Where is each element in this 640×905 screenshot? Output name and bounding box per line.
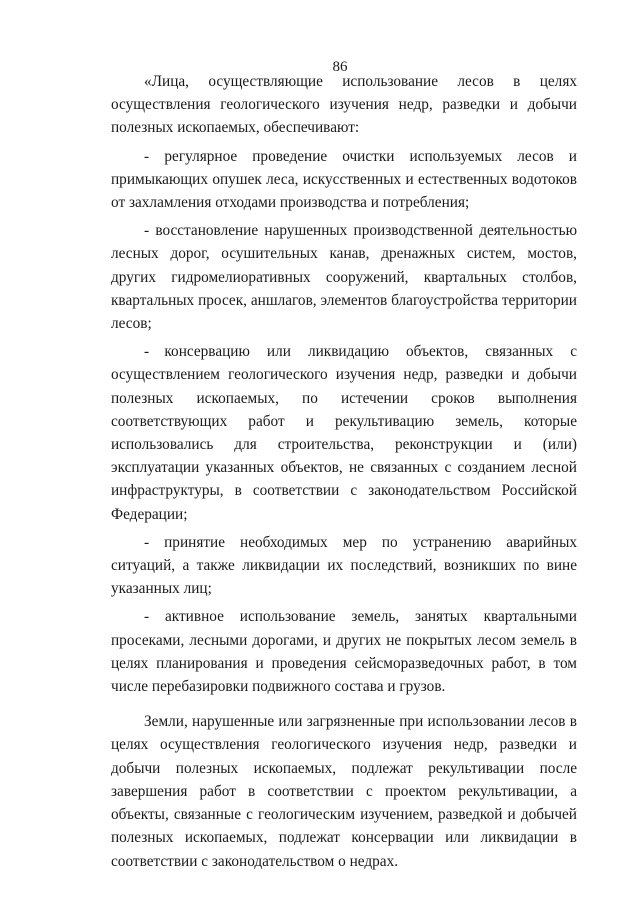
intro-paragraph: «Лица, осуществляющие использование лесов в целях осуществления геологического изучения недр, разведки и добычи полезных ископаемых, обеспечивают: bbox=[111, 73, 577, 137]
page-number: 86 bbox=[332, 59, 348, 75]
list-item-restoration: - восстановление нарушенных производственной деятельностью лесных дорог, осушительных канав, дренажных систем, мостов, других гидромелиоративных сооружений, квартальных столбов, квартальных просек, аншлагов, элементов благоустройства территории лесов; bbox=[111, 222, 577, 333]
list-item-emergency: - принятие необходимых мер по устранению аварийных ситуаций, а также ликвидации их последствий, возникших по вине указанных лиц; bbox=[111, 533, 577, 598]
closing-paragraph: Земли, нарушенные или загрязненные при использовании лесов в целях осуществления геологического изучения недр, разведки и добычи полезных ископаемых, подлежат рекультивации после завершения работ в соответствии с проектом рекультивации, а объекты, связанные с геологическим изучением, разведкой и добычей полезных ископаемых, подлежат консервации или ликвидации в соответствии с законодательством о недрах. bbox=[111, 713, 577, 870]
document-body bbox=[111, 70, 577, 873]
list-item-cleaning: - регулярное проведение очистки используемых лесов и примыкающих опушек леса, искусственных и естественных водотоков от захламления отходами производства и потребления; bbox=[111, 147, 577, 212]
list-item-land-use: - активное использование земель, занятых квартальными просеками, лесными дорогами, и других не покрытых лесом земель в целях планирования и проведения сейсморазведочных работ, в том числе перебазировки подвижного состава и грузов. bbox=[111, 608, 577, 696]
list-item-conservation: - консервацию или ликвидацию объектов, связанных с осуществлением геологического изучения недр, разведки и добычи полезных ископаемых, по истечении сроков выполнения соответствующих работ и рекультивацию земель, которые использовались для строительства, реконструкции и (или) эксплуатации указанных объектов, не связанных с созданием лесной инфраструктуры, в соответствии с законодательством Российской Федерации; bbox=[111, 343, 577, 523]
